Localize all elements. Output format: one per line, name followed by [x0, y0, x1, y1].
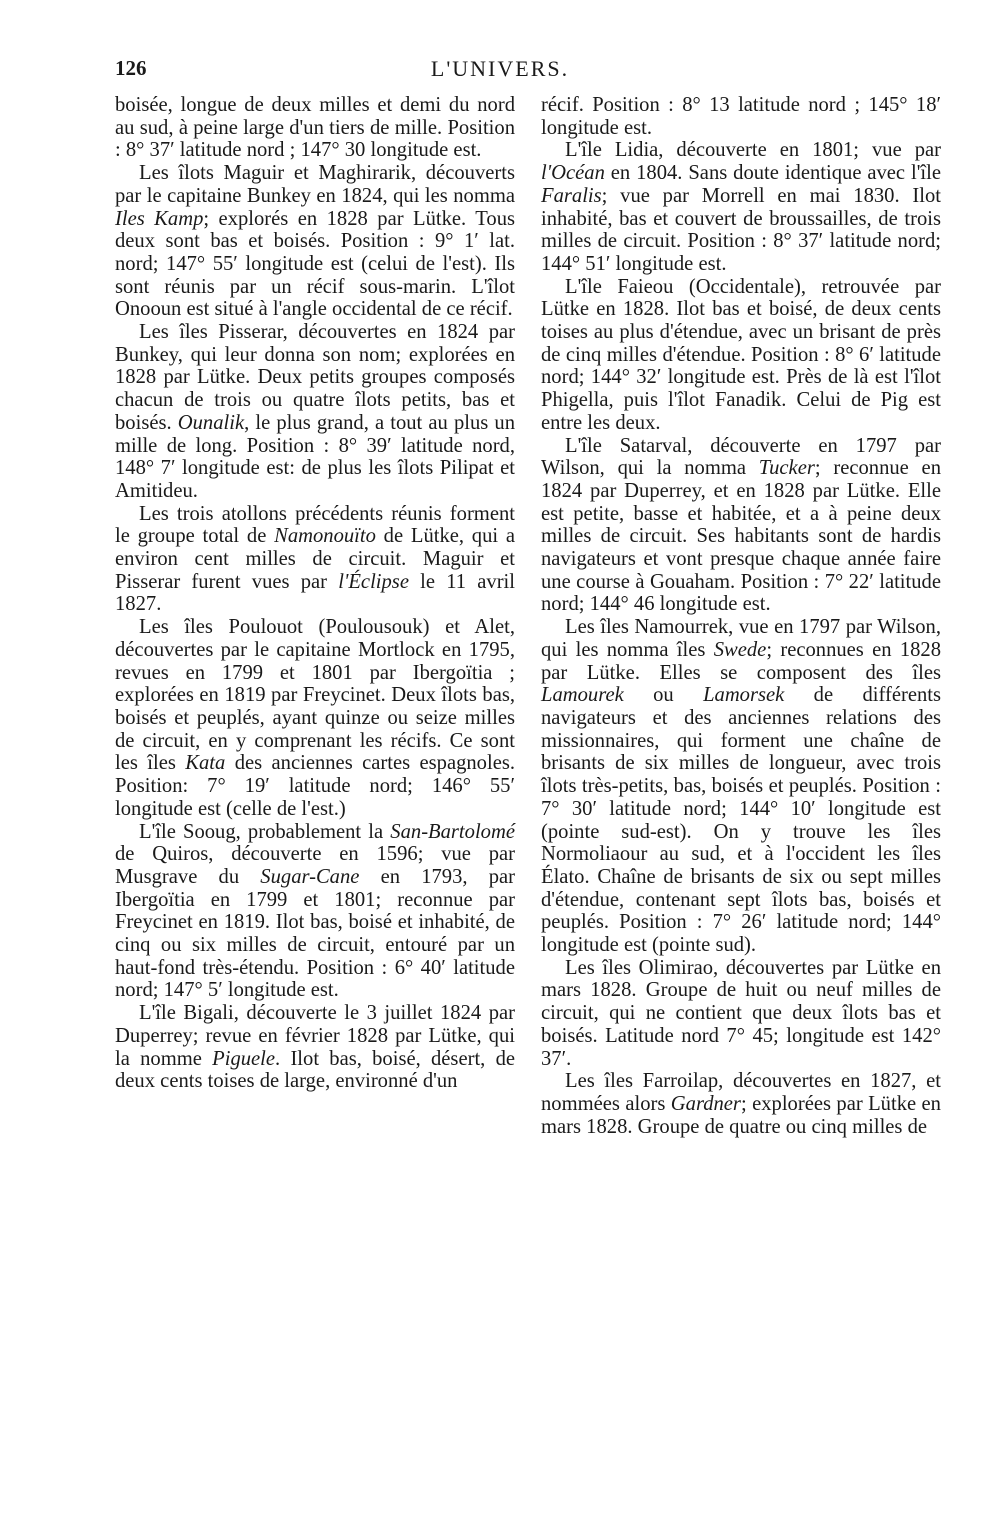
- italic-name: Lamorsek: [703, 684, 785, 707]
- paragraph: [115, 321, 515, 503]
- italic-name: Tucker: [758, 457, 815, 480]
- text-run: Les îles Namourrek, vue en 1797 par Wilson, qui les nomma îles: [541, 616, 941, 661]
- paragraph: [541, 94, 941, 139]
- left-column: [115, 94, 515, 1093]
- text-run: Les îles Farroilap, découvertes en 1827, et nommées alors: [541, 1070, 941, 1115]
- text-run: en 1804. Sans doute identique avec l'île: [604, 162, 941, 185]
- text-run: ; reconnues en 1828 par Lütke. Elles se composent des îles: [541, 638, 942, 684]
- paragraph: [541, 139, 941, 275]
- text-run: Les îles Pisserar, découvertes en 1824 par Bunkey, qui leur donna son nom; explorées en 1828 par Lütke. Deux petits groupes composés chacun de trois ou quatre îlots petits, bas et boisés.: [115, 321, 515, 434]
- italic-name: San-Bartolomé: [390, 820, 515, 843]
- italic-name: Swede: [713, 638, 767, 661]
- text-run: L'île Satarval, découverte en 1797 par Wilson, qui la nomma: [541, 434, 941, 480]
- text-run: Les trois atollons précédents réunis forment le groupe total de: [115, 502, 515, 548]
- paragraph: [115, 94, 515, 162]
- text-run: des anciennes cartes espagnoles. Position: 7° 19′ latitude nord; 146° 55′ longitude est (celle de l'est.): [115, 752, 515, 820]
- italic-name: Sugar-Cane: [260, 865, 360, 888]
- italic-name: Iles Kamp: [115, 207, 204, 230]
- text-run: ; explorées par Lütke en mars 1828. Groupe de quatre ou cinq milles de: [541, 1092, 941, 1138]
- text-run: L'île Sooug, probablement la: [139, 820, 391, 843]
- text-run: de différents navigateurs et des anciennes relations des missionnaires, qui forment une chaîne de brisants de six milles de longueur, avec trois îlots très-petits, bas, boisés et peuplés. Position : 7° 30′ latitude nord; 144° 10′ longitude est (pointe sud-est). On y trouve les îles Normoliaour au sud, et à l'occident les îles Élato. Chaîne de brisants de six ou sept milles d'étendue, contenant sept îlots bas, boisés et peuplés. Position : 7° 26′ latitude nord; 144° longitude est (pointe sud).: [541, 684, 941, 957]
- paragraph: [115, 1002, 515, 1093]
- italic-name: l'Océan: [541, 162, 605, 185]
- right-column: [541, 94, 941, 1138]
- italic-name: Kata: [185, 752, 226, 775]
- text-run: récif. Position : 8° 13 latitude nord ; 145° 18′ longitude est.: [541, 94, 941, 139]
- italic-name: Gardner: [670, 1092, 741, 1115]
- text-run: . Ilot bas, boisé, désert, de deux cents toises de large, environné d'un: [115, 1047, 516, 1093]
- paragraph: [541, 616, 941, 957]
- text-run: boisée, longue de deux milles et demi du nord au sud, à peine large d'un tiers de mille. Position : 8° 37′ latitude nord ; 147° 30 longitude est.: [115, 94, 515, 162]
- text-run: de Quiros, découverte en 1596; vue par Musgrave du: [115, 843, 515, 888]
- text-run: Les îlots Maguir et Maghirarik, découverts par le capitaine Bunkey en 1824, qui les nomma: [115, 162, 515, 207]
- text-run: de Lütke, qui a environ cent milles de circuit. Maguir et Pisserar furent vues par: [115, 525, 516, 593]
- page-number: 126: [115, 56, 147, 80]
- italic-name: Piguele: [212, 1047, 276, 1070]
- paragraph: [541, 957, 941, 1071]
- paragraph: [541, 1070, 941, 1138]
- paragraph: [115, 503, 515, 617]
- text-run: Les îles Olimirao, découvertes par Lütke en mars 1828. Groupe de huit ou neuf milles de circuit, qui ne contient que deux îlots bas et boisés. Latitude nord 7° 45; longitude est 142° 37′.: [541, 956, 941, 1070]
- paragraph: [115, 616, 515, 820]
- text-run: ; vue par Morrell en mai 1830. Ilot inhabité, bas et couvert de broussailles, de trois milles de circuit. Position : 8° 37′ latitude nord; 144° 51′ longitude est.: [541, 184, 941, 275]
- paragraph: [541, 276, 941, 435]
- italic-name: Ounalik: [177, 411, 245, 434]
- text-run: ou: [623, 684, 704, 707]
- italic-name: Faralis: [541, 184, 602, 207]
- paragraph: [541, 435, 941, 617]
- text-run: L'île Bigali, découverte le 3 juillet 1824 par Duperrey; revue en février 1828 par Lütke, qui la nomme: [115, 1002, 515, 1070]
- text-run: en 1793, par Ibergoïtia en 1799 et 1801; reconnue par Freycinet en 1819. Ilot bas, boisé et inhabité, de cinq ou six milles de circuit, entouré par un haut-fond très-étendu. Position : 6° 40′ latitude nord; 147° 5′ longitude est.: [115, 865, 516, 1002]
- paragraph: [115, 821, 515, 1003]
- italic-name: Lamourek: [541, 684, 624, 707]
- italic-name: Namonouïto: [274, 525, 376, 548]
- running-title: L'UNIVERS.: [430, 56, 570, 81]
- text-run: le 11 avril 1827.: [115, 570, 515, 616]
- text-run: ; reconnue en 1824 par Duperrey, et en 1828 par Lütke. Elle est petite, basse et habitée, et a à peine deux milles de circuit. Ses habitants sont de hardis navigateurs et vont presque chaque année faire une course à Gouaham. Position : 7° 22′ latitude nord; 144° 46 longitude est.: [541, 457, 941, 616]
- text-run: , le plus grand, a tout au plus un mille de long. Position : 8° 39′ latitude nord, 148° 7′ longitude est: de plus les îlots Pilipat et Amitideu.: [115, 411, 516, 502]
- italic-name: l'Éclipse: [338, 570, 409, 593]
- text-run: L'île Faieou (Occidentale), retrouvée par Lütke en 1828. Ilot bas et boisé, de deux cents toises au plus d'étendue, avec un brisant de près de cinq milles d'étendue. Position : 8° 6′ latitude nord; 144° 32′ longitude est. Près de là est l'îlot Phigella, puis l'îlot Fanadik. Celui de Pig est entre les deux.: [541, 275, 941, 434]
- text-run: ; explorés en 1828 par Lütke. Tous deux sont bas et boisés. Position : 9° 1′ lat. nord; 147° 55′ longitude est (celui de l'est). Ils sont réunis par un récif sous-marin. L'îlot Onooun est situé à l'angle occidental de ce récif.: [115, 207, 516, 321]
- paragraph: [115, 162, 515, 321]
- text-run: Les îles Poulouot (Poulousouk) et Alet, découvertes par le capitaine Mortlock en 1795, revues en 1799 et 1801 par Ibergoïtia ; explorées en 1819 par Freycinet. Deux îlots bas, boisés et peuplés, ayant quinze ou seize milles de circuit, en y comprenant les récifs. Ce sont les îles: [115, 616, 515, 775]
- text-run: L'île Lidia, découverte en 1801; vue par: [565, 139, 941, 162]
